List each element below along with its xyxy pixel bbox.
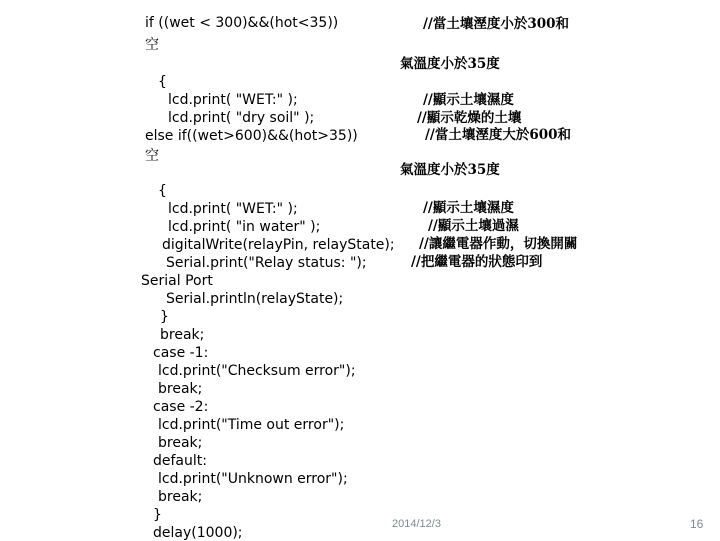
code-line: case -1: [153, 345, 209, 361]
code-line: break; [160, 327, 205, 343]
footer-date: 2014/12/3 [392, 518, 441, 530]
code-line: 空 [145, 148, 159, 164]
code-line: lcd.print( "WET:" ); [168, 92, 298, 108]
code-comment: 氣溫度小於35度 [400, 56, 500, 72]
code-comment: //讓繼電器作動，切換開關 [419, 236, 578, 252]
code-comment: 氣溫度小於35度 [400, 162, 500, 178]
code-line: lcd.print("Time out error"); [158, 417, 345, 433]
code-comment: //顯示土壤濕度 [423, 92, 514, 108]
code-line: delay(1000); [153, 525, 243, 541]
page-number: 16 [690, 517, 704, 531]
code-comment: //顯示土壤過濕 [428, 218, 519, 234]
code-line: } [160, 309, 169, 325]
code-line: lcd.print("Checksum error"); [158, 363, 356, 379]
code-line: Serial Port [141, 273, 213, 289]
code-line: digitalWrite(relayPin, relayState); [162, 237, 395, 253]
code-line: case -2: [153, 399, 209, 415]
code-line: else if((wet>600)&&(hot>35)) [145, 128, 358, 144]
code-comment: //當土壤溼度小於300和 [423, 16, 570, 32]
code-line: break; [158, 435, 203, 451]
code-line: break; [158, 381, 203, 397]
code-line: { [158, 183, 167, 199]
code-line: } [153, 507, 162, 523]
code-line: lcd.print( "dry soil" ); [168, 110, 315, 126]
code-comment: //顯示乾燥的土壤 [417, 110, 522, 126]
code-line: if ((wet < 300)&&(hot<35)) [145, 15, 339, 31]
code-line: lcd.print( "in water" ); [168, 219, 321, 235]
code-comment: //顯示土壤濕度 [423, 200, 514, 216]
code-line: lcd.print("Unknown error"); [158, 471, 348, 487]
code-comment: //當土壤溼度大於600和 [425, 127, 572, 143]
code-line: default: [153, 453, 207, 469]
code-line: 空 [145, 37, 159, 53]
code-line: lcd.print( "WET:" ); [168, 201, 298, 217]
code-line: Serial.print("Relay status: "); [166, 255, 367, 271]
code-line: Serial.println(relayState); [166, 291, 344, 307]
code-comment: //把繼電器的狀態印到 [411, 254, 543, 270]
code-line: { [158, 74, 167, 90]
code-line: break; [158, 489, 203, 505]
